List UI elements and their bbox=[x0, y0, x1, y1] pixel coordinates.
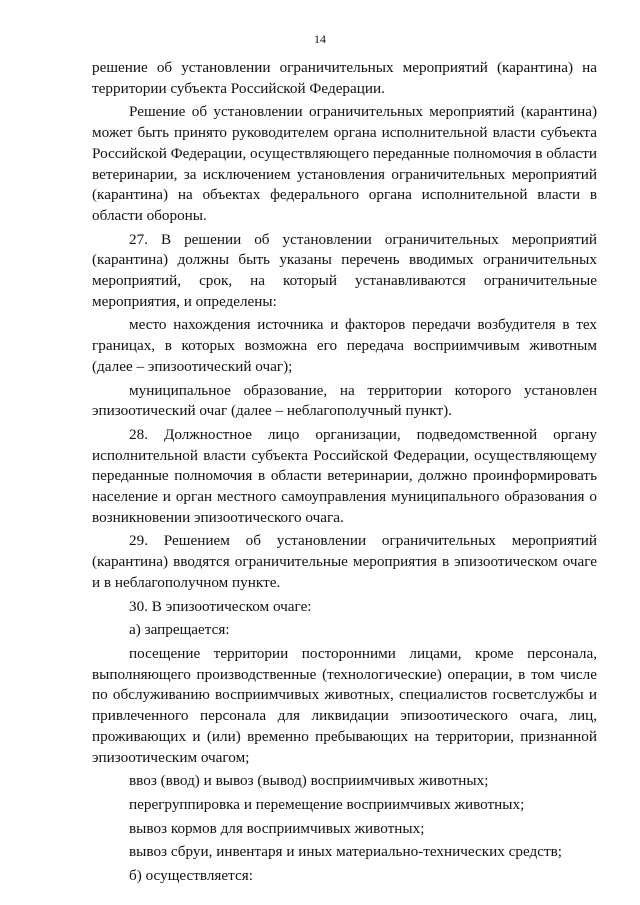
list-item: ввоз (ввод) и вывоз (вывод) восприимчивых животных; bbox=[129, 772, 489, 790]
list-heading-a: а) запрещается: bbox=[129, 621, 230, 639]
list-item: посещение территории посторонними лицами, кроме персонала, выполняющего производственные (технологические) операции, в том числе по обслуживанию восприимчивых животных, специалистов госветслужбы и привлеченного персонала для ликвидации эпизоотического очага, лиц, проживающих и (или) временно пребывающих на территории, признанной эпизоотическим очагом; bbox=[92, 644, 597, 766]
paragraph-item-29: 29. Решением об установлении ограничительных мероприятий (карантина) вводятся ограничительные мероприятия в эпизоотическом очаге и в неблагополучном пункте. bbox=[92, 532, 597, 591]
document-body bbox=[92, 58, 597, 887]
list-item: вывоз сбруи, инвентаря и иных материально-технических средств; bbox=[129, 843, 563, 861]
list-heading-b: б) осуществляется: bbox=[129, 867, 253, 885]
paragraph: место нахождения источника и факторов передачи возбудителя в тех границах, в которых возможна его передача восприимчивым животным (далее – эпизоотический очаг); bbox=[92, 316, 597, 375]
paragraph: решение об установлении ограничительных мероприятий (карантина) на территории субъекта Российской Федерации. bbox=[92, 59, 597, 97]
paragraph-item-28: 28. Должностное лицо организации, подведомственной органу исполнительной власти субъекта Российской Федерации, осуществляющему переданные полномочия в области ветеринарии, должно проинформировать население и орган местного самоуправления муниципального образования о возникновении эпизоотического очага. bbox=[92, 425, 597, 526]
paragraph-item-27: 27. В решении об установлении ограничительных мероприятий (карантина) должны быть указаны перечень вводимых ограничительных мероприятий, срок, на который устанавливаются ограничительные мероприятия, и определены: bbox=[92, 230, 597, 310]
page-number: 14 bbox=[314, 32, 326, 46]
paragraph: Решение об установлении ограничительных мероприятий (карантина) может быть принято руководителем органа исполнительной власти субъекта Российской Федерации, осуществляющего переданные полномочия в области ветеринарии, за исключением установления ограничительных мероприятий (карантина) на объектах федерального органа исполнительной власти в области обороны. bbox=[92, 103, 597, 224]
paragraph: муниципальное образование, на территории которого установлен эпизоотический очаг (далее – неблагополучный пункт). bbox=[92, 381, 597, 420]
list-item: перегруппировка и перемещение восприимчивых животных; bbox=[129, 795, 525, 813]
paragraph-item-30: 30. В эпизоотическом очаге: bbox=[129, 597, 312, 615]
list-item: вывоз кормов для восприимчивых животных; bbox=[129, 819, 425, 837]
